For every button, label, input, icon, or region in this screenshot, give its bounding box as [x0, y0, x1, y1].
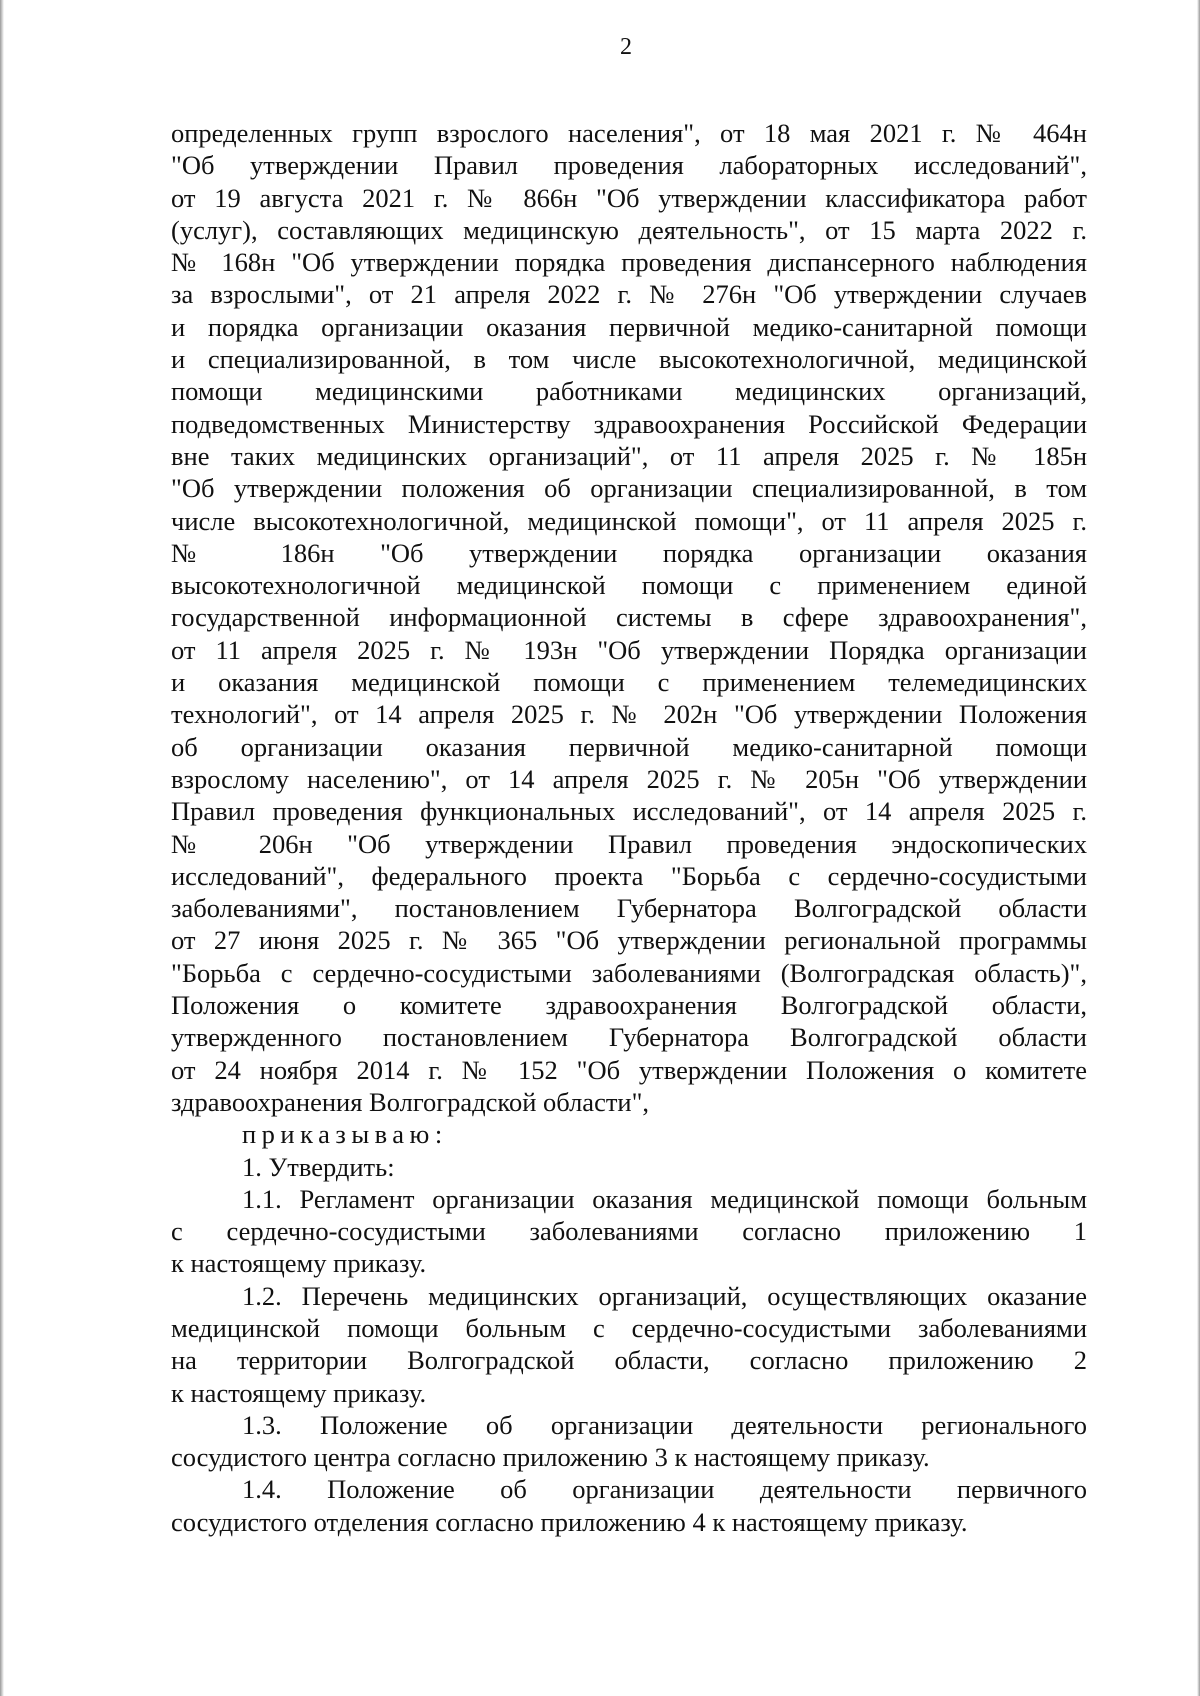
text-line: № 186н "Об утверждении порядка организации оказания — [171, 537, 1087, 568]
text-line: числе высокотехнологичной, медицинской помощи", от 11 апреля 2025 г. — [171, 505, 1087, 536]
scan-edge-left — [0, 0, 4, 1696]
text-line: государственной информационной системы в сфере здравоохранения", — [171, 602, 1087, 633]
preamble-paragraph — [171, 117, 1087, 1118]
text-line: об организации оказания первичной медико-санитарной помощи — [171, 731, 1087, 762]
text-line: от 24 ноября 2014 г. № 152 "Об утверждении Положения о комитете — [171, 1054, 1087, 1085]
text-line: здравоохранения Волгоградской области", — [171, 1086, 650, 1117]
text-line: к настоящему приказу. — [171, 1377, 427, 1408]
text-line: 1.4. Положение об организации деятельности первичного — [242, 1474, 1087, 1505]
order-word: приказываю: — [242, 1119, 448, 1150]
document-body — [171, 117, 1087, 1538]
item-1-3 — [171, 1409, 1087, 1474]
text-line: и специализированной, в том числе высокотехнологичной, медицинской — [171, 344, 1087, 375]
text-line: "Борьба с сердечно-сосудистыми заболеваниями (Волгоградская область)", — [171, 957, 1087, 988]
text-line: подведомственных Министерству здравоохранения Российской Федерации — [171, 408, 1087, 439]
text-line: технологий", от 14 апреля 2025 г. № 202н "Об утверждении Положения — [171, 699, 1087, 730]
text-line: сосудистого центра согласно приложению 3 к настоящему приказу. — [171, 1442, 930, 1473]
text-line: к настоящему приказу. — [171, 1248, 427, 1279]
text-line: и оказания медицинской помощи с применением телемедицинских — [171, 667, 1087, 698]
text-line: № 206н "Об утверждении Правил проведения эндоскопических — [171, 828, 1087, 859]
text-line: № 168н "Об утверждении порядка проведения диспансерного наблюдения — [171, 247, 1087, 278]
text-line: от 27 июня 2025 г. № 365 "Об утверждении региональной программы — [171, 925, 1087, 956]
text-line: 1.1. Регламент организации оказания медицинской помощи больным — [242, 1183, 1087, 1214]
text-line: на территории Волгоградской области, согласно приложению 2 — [171, 1345, 1087, 1376]
text-line: Правил проведения функциональных исследований", от 14 апреля 2025 г. — [171, 796, 1087, 827]
item-1-4 — [171, 1473, 1087, 1538]
item-1 — [171, 1151, 1087, 1183]
text-line: медицинской помощи больным с сердечно-сосудистыми заболеваниями — [171, 1312, 1087, 1343]
text-line: Положения о комитете здравоохранения Волгоградской области, — [171, 990, 1087, 1021]
text-line: 1.3. Положение об организации деятельности регионального — [242, 1409, 1087, 1440]
text-line: помощи медицинскими работниками медицинских организаций, — [171, 376, 1087, 407]
text-line: сосудистого отделения согласно приложению 4 к настоящему приказу. — [171, 1506, 968, 1537]
text-line: и порядка организации оказания первичной медико-санитарной помощи — [171, 311, 1087, 342]
order-word-paragraph — [171, 1118, 1087, 1150]
item-1-1 — [171, 1183, 1087, 1280]
text-line: взрослому населению", от 14 апреля 2025 г. № 205н "Об утверждении — [171, 763, 1087, 794]
text-line: заболеваниями", постановлением Губернатора Волгоградской области — [171, 893, 1087, 924]
text-line: (услуг), составляющих медицинскую деятельность", от 15 марта 2022 г. — [171, 214, 1087, 245]
text-line: с сердечно-сосудистыми заболеваниями согласно приложению 1 — [171, 1216, 1087, 1247]
text-line: за взрослыми", от 21 апреля 2022 г. № 276н "Об утверждении случаев — [171, 279, 1087, 310]
text-line: определенных групп взрослого населения", от 18 мая 2021 г. № 464н — [171, 118, 1087, 148]
text-line: вне таких медицинских организаций", от 11 апреля 2025 г. № 185н — [171, 440, 1087, 471]
text-line: утвержденного постановлением Губернатора Волгоградской области — [171, 1022, 1087, 1053]
text-line: от 11 апреля 2025 г. № 193н "Об утверждении Порядка организации — [171, 634, 1087, 665]
item-heading: 1. Утвердить: — [242, 1151, 395, 1182]
text-line: "Об утверждении положения об организации специализированной, в том — [171, 473, 1087, 504]
text-line: 1.2. Перечень медицинских организаций, осуществляющих оказание — [242, 1280, 1087, 1311]
text-line: от 19 августа 2021 г. № 866н "Об утверждении классификатора работ — [171, 182, 1087, 213]
item-1-2 — [171, 1280, 1087, 1409]
page-number: 2 — [620, 34, 632, 60]
text-line: "Об утверждении Правил проведения лабораторных исследований", — [171, 150, 1087, 181]
text-line: исследований", федерального проекта "Борьба с сердечно-сосудистыми — [171, 860, 1087, 891]
text-line: высокотехнологичной медицинской помощи с применением единой — [171, 570, 1087, 601]
